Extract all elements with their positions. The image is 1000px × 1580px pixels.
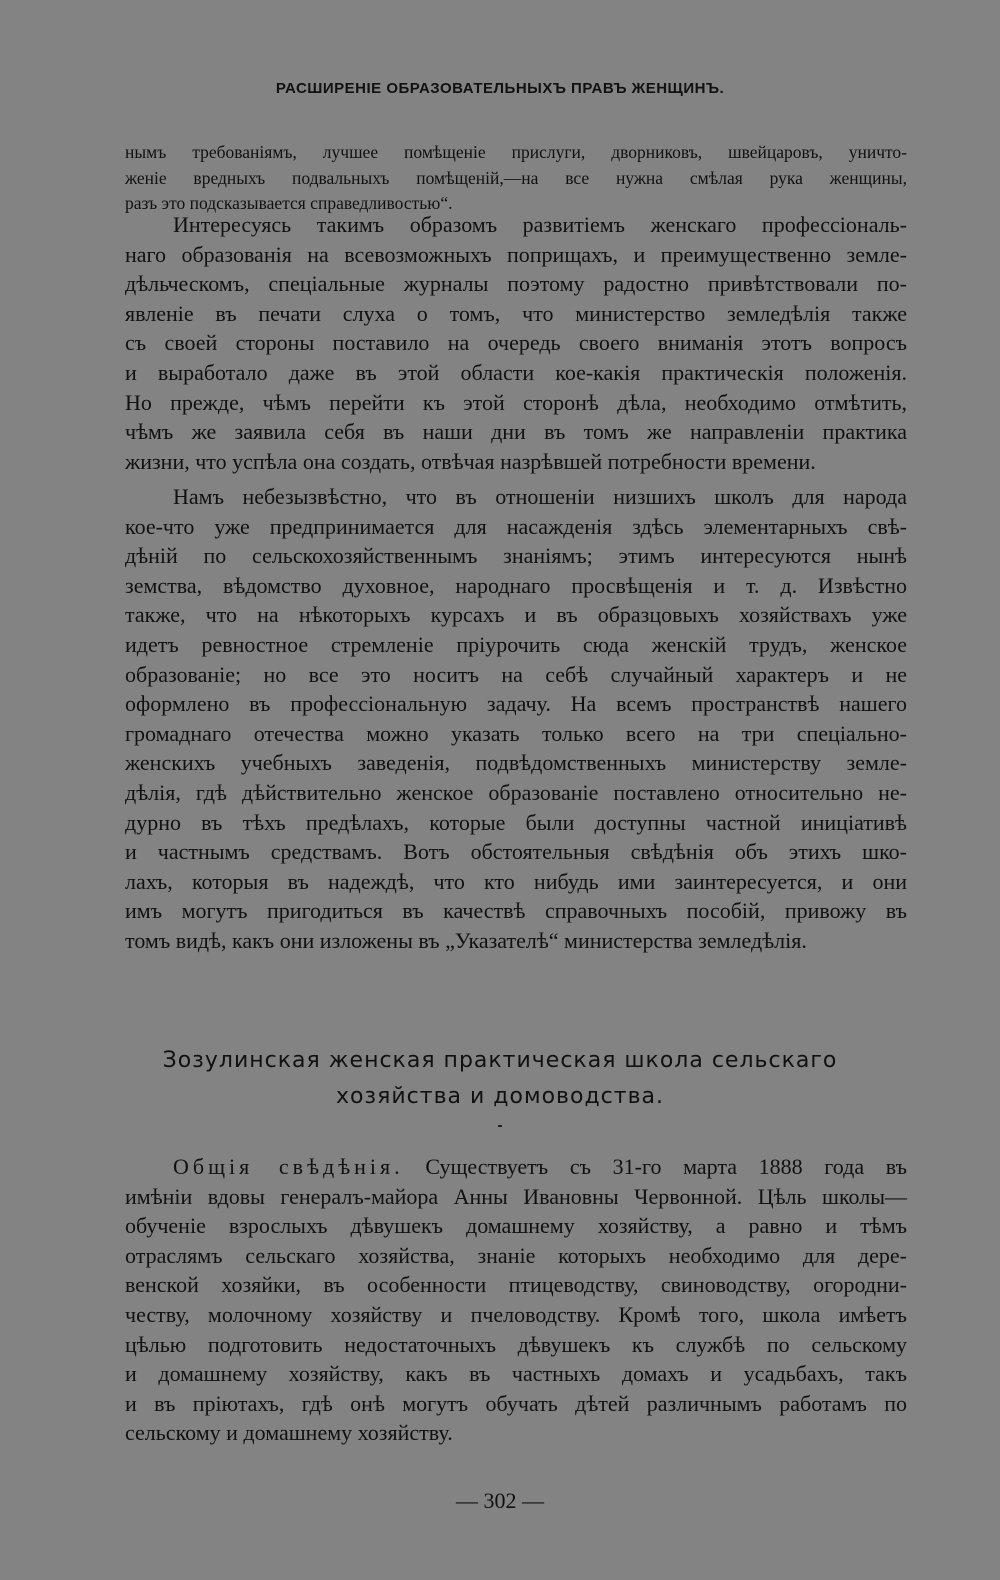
- text-line: явленіе въ печати слуха о томъ, что министерство земледѣлія также: [125, 300, 907, 326]
- text-line: обученіе взрослыхъ дѣвушекъ домашнему хозяйству, а равно и тѣмъ: [125, 1213, 907, 1239]
- text-line: кое-что уже предпринимается для насажденія здѣсь элементарныхъ свѣ-: [125, 513, 907, 539]
- text-line: цѣлью подготовить недостаточныхъ дѣвушекъ къ службѣ по сельскому: [125, 1331, 907, 1357]
- text-line: наго образованія на всевозможныхъ поприщахъ, и преимущественно земле-: [125, 241, 907, 267]
- text-line: оформлено въ профессіональную задачу. На всемъ пространствѣ нашего: [125, 691, 907, 717]
- separator-mark: [498, 1125, 502, 1127]
- text-line: честву, молочному хозяйству и пчеловодству. Кромѣ того, школа имѣетъ: [125, 1301, 907, 1327]
- text-line: томъ видѣ, какъ они изложены въ „Указателѣ“ министерства земледѣлія.: [125, 927, 807, 953]
- text-line: дѣній по сельскохозяйственнымъ знаніямъ; этимъ интересуются нынѣ: [125, 543, 907, 569]
- text-line: Намъ небезызвѣстно, что въ отношеніи низшихъ школъ для народа: [173, 484, 907, 509]
- quote-block: [125, 140, 907, 217]
- text-line: имъ могутъ пригодиться въ качествѣ справочныхъ пособій, привожу въ: [125, 898, 907, 924]
- lead-in-continuation: Существуетъ съ 31-го марта 1888 года въ: [403, 1154, 907, 1179]
- text-line: земства, вѣдомство духовное, народнаго просвѣщенія и т. д. Извѣстно: [125, 572, 907, 598]
- text-line: Но прежде, чѣмъ перейти къ этой сторонѣ дѣла, необходимо отмѣтить,: [125, 389, 907, 415]
- text-line: нымъ требованіямъ, лучшее помѣщеніе прислуги, дворниковъ, швейцаровъ, уничто-: [125, 142, 907, 162]
- text-line: лахъ, которыя въ надеждѣ, что кто нибудь ими заинтересуется, и они: [125, 868, 907, 894]
- text-line: образованіе; но все это носитъ на себѣ случайный характеръ и не: [125, 661, 907, 687]
- text-line: и выработало даже въ этой области кое-какія практическія положенія.: [125, 359, 907, 385]
- text-line: Интересуясь такимъ образомъ развитіемъ женскаго профессіональ-: [173, 212, 907, 237]
- lead-in: Общія свѣдѣнія.: [173, 1154, 404, 1179]
- section-heading: [0, 1043, 1000, 1115]
- text-line: венской хозяйки, въ особенности птицеводству, свиноводству, огородни-: [125, 1272, 907, 1298]
- text-line: сельскому и домашнему хозяйству.: [125, 1420, 453, 1446]
- text-line: дѣлія, гдѣ дѣйствительно женское образованіе поставлено относительно не-: [125, 779, 907, 805]
- text-line: чѣмъ же заявила себя въ наши дни въ томъ же направленіи практика: [125, 419, 907, 445]
- text-line: и частнымъ средствамъ. Вотъ обстоятельныя свѣдѣнія объ этихъ шко-: [125, 839, 907, 865]
- text-line: дѣльческомъ, спеціальные журналы поэтому радостно привѣтствовали по-: [125, 271, 907, 297]
- text-line: также, что на нѣкоторыхъ курсахъ и въ образцовыхъ хозяйствахъ уже: [125, 602, 907, 628]
- text-line: жизни, что успѣла она создать, отвѣчая назрѣвшей потребности времени.: [125, 448, 816, 474]
- text-line: имѣніи вдовы генералъ-майора Анны Ивановны Червонной. Цѣль школы—: [125, 1183, 907, 1209]
- text-line: разъ это подсказывается справедливостью“.: [125, 193, 453, 214]
- section-body: [125, 1152, 907, 1448]
- text-line: идетъ ревностное стремленіе пріурочить сюда женскій трудъ, женское: [125, 631, 907, 657]
- text-line: отраслямъ сельскаго хозяйства, знаніе которыхъ необходимо для дере-: [125, 1242, 907, 1268]
- text-line: женіе вредныхъ подвальныхъ помѣщеній,—на все нужна смѣлая рука женщины,: [125, 167, 907, 188]
- paragraph-1: [125, 210, 907, 476]
- text-line: дурно въ тѣхъ предѣлахъ, которые были доступны частной иниціативѣ: [125, 809, 907, 835]
- text-line: и домашнему хозяйству, какъ въ частныхъ домахъ и усадьбахъ, такъ: [125, 1361, 907, 1387]
- running-title: РАСШИРЕНІЕ ОБРАЗОВАТЕЛЬНЫХЪ ПРАВЪ ЖЕНЩИНЪ.: [275, 80, 725, 97]
- text-line: [125, 1152, 907, 1182]
- text-line: женскихъ учебныхъ заведенія, подвѣдомственныхъ министерству земле-: [125, 750, 907, 776]
- page-number: — 302 —: [456, 1488, 544, 1513]
- section-heading-line: Зозулинская женская практическая школа сельскаго: [162, 1048, 838, 1073]
- text-line: громаднаго отечества можно указать только всего на три спеціально-: [125, 720, 907, 746]
- paragraph-2: [125, 482, 907, 956]
- text-line: и въ пріютахъ, гдѣ онѣ могутъ обучать дѣтей различнымъ работамъ по: [125, 1390, 907, 1416]
- section-heading-line: хозяйства и домоводства.: [335, 1084, 665, 1109]
- text-line: съ своей стороны поставило на очередь своего вниманія этотъ вопросъ: [125, 330, 907, 356]
